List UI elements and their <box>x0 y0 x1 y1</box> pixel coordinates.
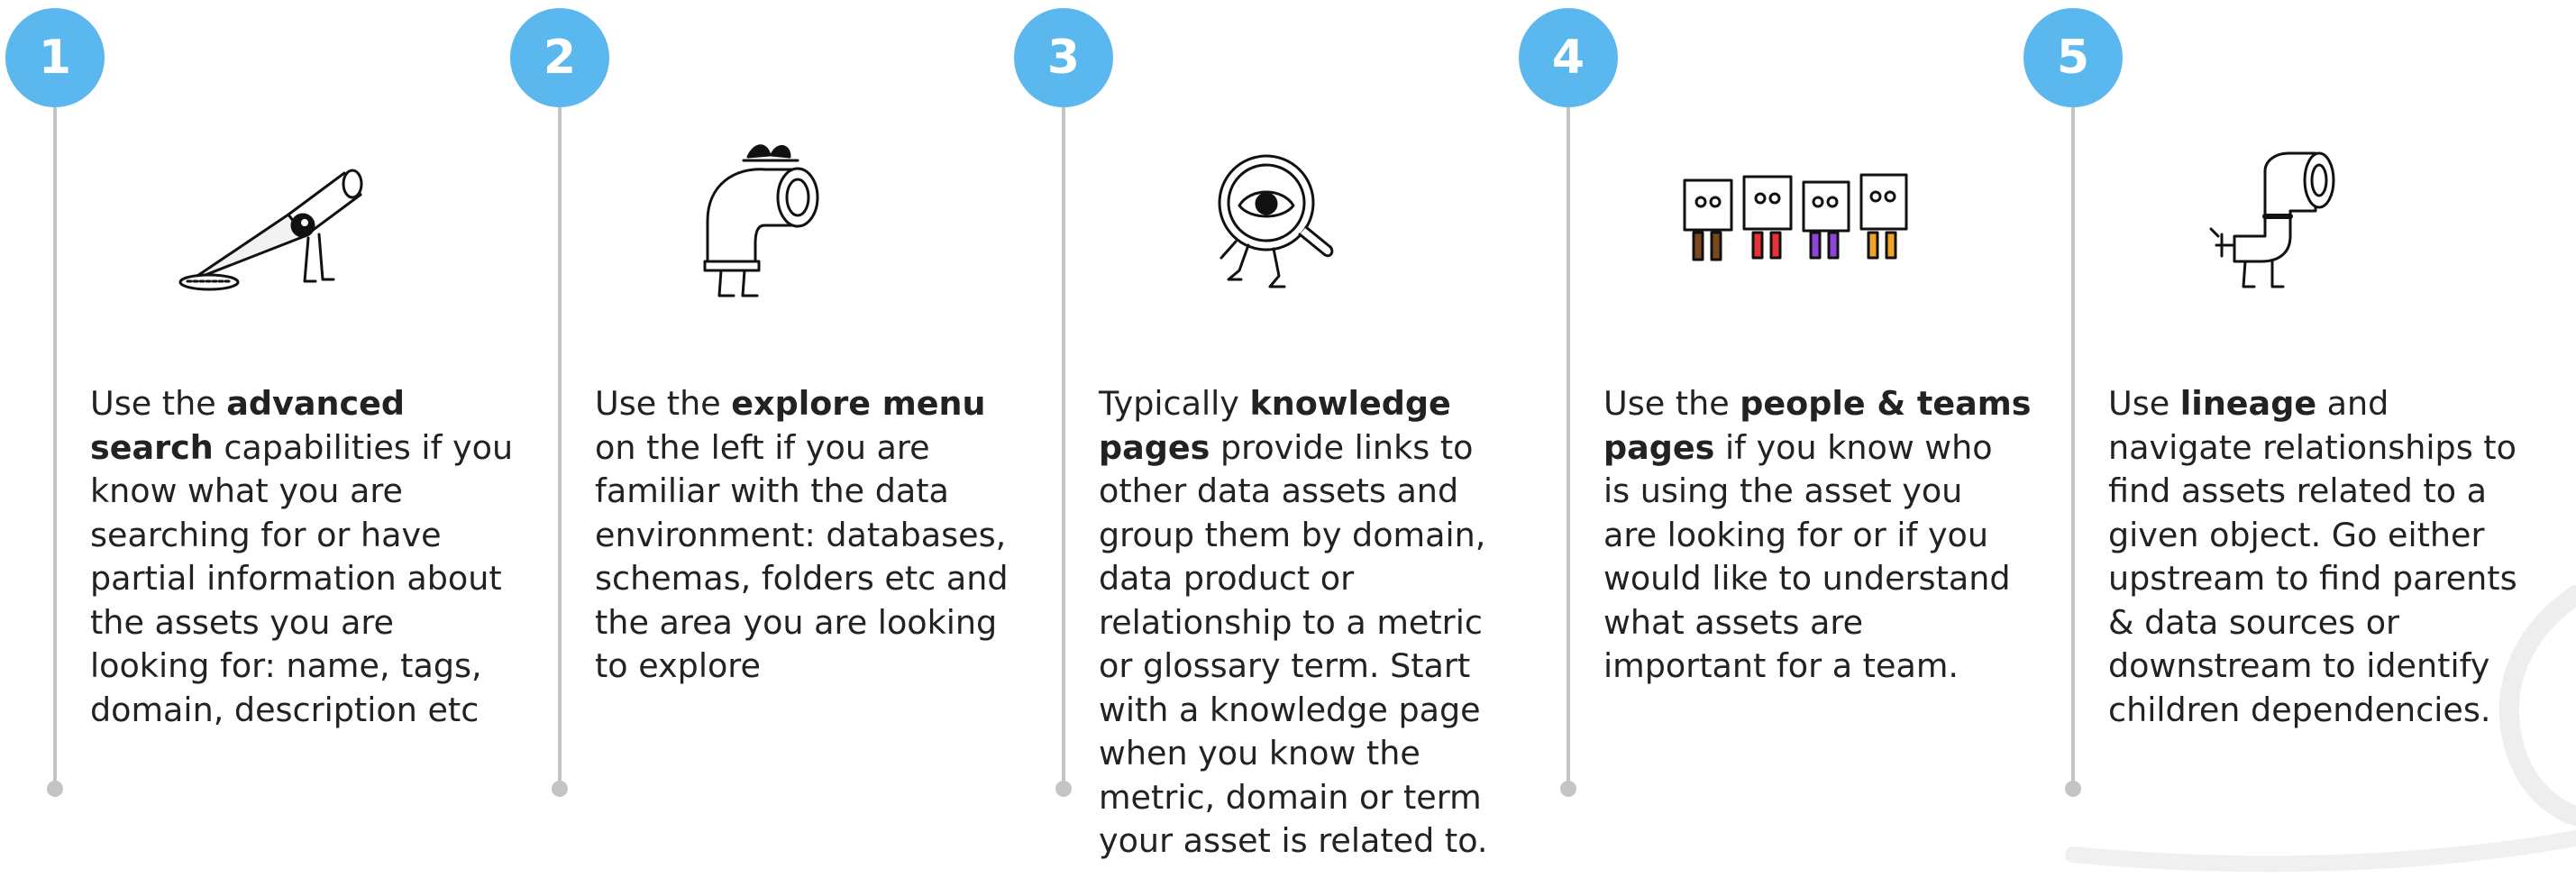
description-line <box>1099 514 1522 558</box>
text-segment: navigate relationships to <box>2108 427 2517 467</box>
description-line <box>595 514 1019 558</box>
text-segment: downstream to identify <box>2108 646 2490 685</box>
text-segment: when you know the <box>1099 734 1420 773</box>
text-segment: relationship to a metric <box>1099 602 1483 642</box>
timeline-line <box>1062 107 1065 787</box>
text-segment: group them by domain, <box>1099 515 1486 554</box>
bold-keyword: advanced <box>226 384 405 423</box>
description-line <box>90 426 514 471</box>
text-segment: domain, description etc <box>90 690 480 729</box>
puzzle-person-4 <box>1861 175 1906 258</box>
timeline-end-dot <box>1560 781 1576 797</box>
text-segment: capabilities if you <box>213 427 514 467</box>
text-segment: Use the <box>90 384 227 423</box>
description-line <box>2108 689 2532 733</box>
description-line <box>1099 732 1522 776</box>
puzzle-people-icon <box>1649 135 1919 316</box>
text-segment: on the left if you are <box>595 427 930 467</box>
pipe-character-icon <box>658 135 892 316</box>
text-segment: other data assets and <box>1099 471 1459 510</box>
step-description <box>2108 382 2532 732</box>
text-segment: know what you are <box>90 471 404 510</box>
text-segment: what assets are <box>1603 602 1864 642</box>
description-line <box>1603 601 2027 645</box>
description-line <box>1099 819 1522 864</box>
timeline-line <box>1567 107 1570 787</box>
description-line <box>90 557 514 601</box>
bold-keyword: explore menu <box>731 384 986 423</box>
text-segment: looking for: name, tags, <box>90 646 482 685</box>
text-segment: are looking for or if you <box>1603 515 1989 554</box>
bold-keyword: people & teams <box>1740 384 2032 423</box>
text-segment: and <box>2316 384 2389 423</box>
text-segment: important for a team. <box>1603 646 1959 685</box>
step-number-badge: 5 <box>2023 8 2123 107</box>
description-line <box>595 470 1019 514</box>
description-line <box>1603 557 2027 601</box>
description-line <box>1099 426 1522 471</box>
text-segment: find assets related to a <box>2108 471 2487 510</box>
text-segment: environment: databases, <box>595 515 1007 554</box>
text-segment: would like to understand <box>1603 559 2011 598</box>
description-line <box>1099 776 1522 820</box>
timeline-line <box>53 107 57 787</box>
puzzle-person-3 <box>1804 182 1849 258</box>
text-segment: your asset is related to. <box>1099 821 1488 860</box>
searchlight-icon <box>153 135 388 316</box>
step-3 <box>1009 0 1513 878</box>
puzzle-person-1 <box>1685 180 1731 260</box>
description-line <box>1603 382 2032 426</box>
description-line <box>1603 470 2027 514</box>
step-number-badge: 1 <box>5 8 105 107</box>
text-segment: metric, domain or term <box>1099 777 1482 817</box>
bold-keyword: pages <box>1099 427 1210 467</box>
description-line <box>1603 514 2027 558</box>
text-segment: familiar with the data <box>595 471 949 510</box>
text-segment: the assets you are <box>90 602 394 642</box>
description-line <box>1099 557 1522 601</box>
description-line <box>595 601 1019 645</box>
description-line <box>90 689 514 733</box>
description-line <box>1099 689 1522 733</box>
step-1 <box>0 0 514 878</box>
description-line <box>2108 514 2532 558</box>
text-segment: Use <box>2108 384 2180 423</box>
description-line <box>595 645 1019 689</box>
text-segment: & data sources or <box>2108 602 2400 642</box>
text-segment: or glossary term. Start <box>1099 646 1471 685</box>
text-segment: to explore <box>595 646 761 685</box>
timeline-line <box>2071 107 2075 787</box>
puzzle-person-2 <box>1744 177 1791 258</box>
description-line <box>1099 470 1522 514</box>
description-line <box>90 382 514 426</box>
timeline-end-dot <box>47 781 63 797</box>
text-segment: with a knowledge page <box>1099 690 1481 729</box>
timeline-end-dot <box>1055 781 1072 797</box>
text-segment: provide links to <box>1210 427 1474 467</box>
step-number-badge: 4 <box>1519 8 1618 107</box>
step-description <box>90 382 514 732</box>
step-description <box>1603 382 2032 689</box>
lineage-pipe-icon <box>2171 135 2406 316</box>
text-segment: if you know who <box>1714 427 1993 467</box>
description-line <box>1099 601 1522 645</box>
text-segment: given object. Go either <box>2108 515 2485 554</box>
text-segment: Use the <box>1603 384 1740 423</box>
step-number-badge: 3 <box>1014 8 1113 107</box>
description-line <box>595 382 1019 426</box>
text-segment: searching for or have <box>90 515 442 554</box>
timeline-line <box>558 107 562 787</box>
step-description <box>595 382 1019 689</box>
bold-keyword: pages <box>1603 427 1715 467</box>
step-description <box>1099 382 1522 864</box>
text-segment: data product or <box>1099 559 1355 598</box>
description-line <box>2108 645 2532 689</box>
text-segment: is using the asset you <box>1603 471 1963 510</box>
description-line <box>595 557 1019 601</box>
magnifying-glass-character-icon <box>1162 135 1396 316</box>
description-line <box>2108 382 2532 426</box>
step-number-badge: 2 <box>510 8 609 107</box>
timeline-end-dot <box>2065 781 2081 797</box>
bold-keyword: lineage <box>2179 384 2317 423</box>
bold-keyword: knowledge <box>1249 384 1451 423</box>
description-line <box>2108 426 2532 471</box>
text-segment: upstream to find parents <box>2108 559 2517 598</box>
text-segment: partial information about <box>90 559 502 598</box>
timeline-end-dot <box>552 781 568 797</box>
description-line <box>2108 557 2532 601</box>
description-line <box>595 426 1019 471</box>
description-line <box>90 514 514 558</box>
text-segment: Typically <box>1099 384 1250 423</box>
text-segment: children dependencies. <box>2108 690 2491 729</box>
step-5 <box>2018 0 2523 878</box>
description-line <box>1099 645 1522 689</box>
description-line <box>90 601 514 645</box>
description-line <box>90 645 514 689</box>
text-segment: schemas, folders etc and <box>595 559 1009 598</box>
description-line <box>90 470 514 514</box>
description-line <box>2108 470 2532 514</box>
text-segment: the area you are looking <box>595 602 998 642</box>
description-line <box>1603 645 2027 689</box>
description-line <box>1099 382 1522 426</box>
description-line <box>1603 426 2027 471</box>
step-4 <box>1513 0 2032 878</box>
step-2 <box>505 0 1009 878</box>
text-segment: Use the <box>595 384 732 423</box>
description-line <box>2108 601 2532 645</box>
bold-keyword: search <box>90 427 214 467</box>
